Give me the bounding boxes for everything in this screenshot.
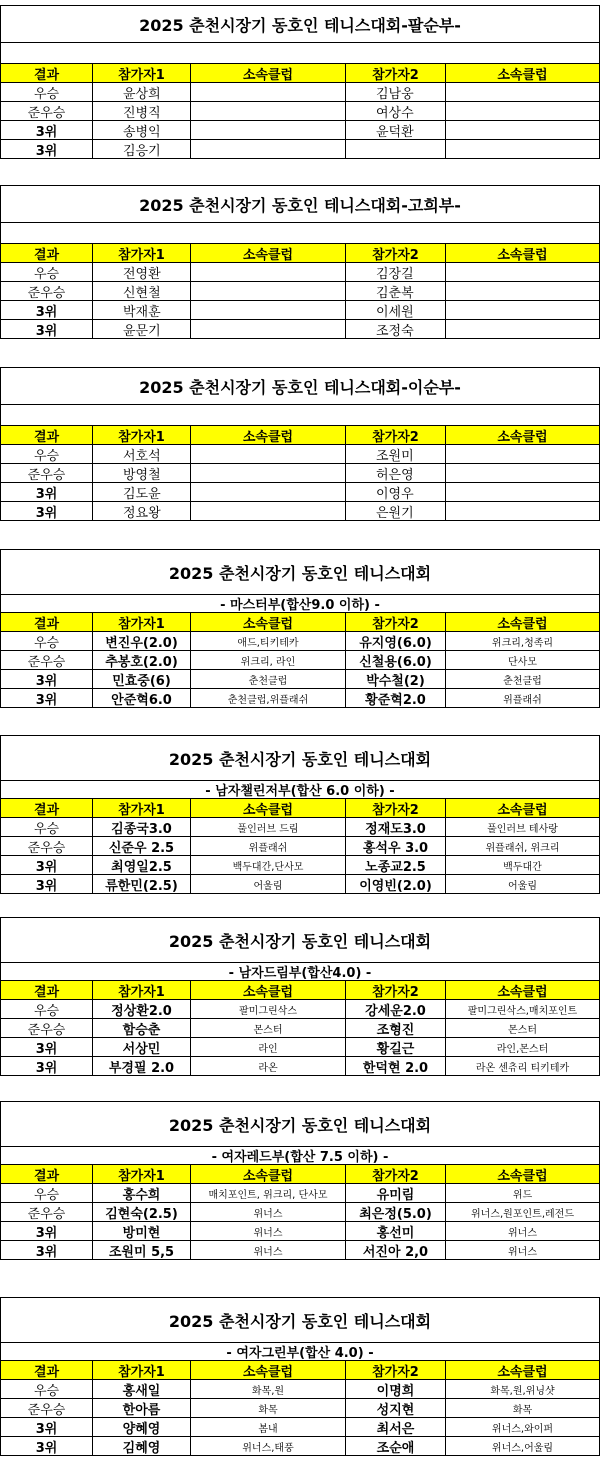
- result-row: [1, 875, 599, 894]
- column-header: 소속클럽: [497, 67, 548, 82]
- club2-cell: 몬스터: [508, 1024, 537, 1036]
- result-cell: 3위: [1, 320, 93, 338]
- club2-cell: 위드: [512, 1189, 533, 1201]
- participant1-cell: 윤상희: [93, 83, 191, 101]
- division-section: [0, 1297, 600, 1456]
- participant2-cell: 이영우: [346, 483, 446, 501]
- column-header: 참가자2: [346, 426, 446, 444]
- column-header: 소속클럽: [191, 799, 346, 817]
- division-subtitle: - 여자레드부(합산 7.5 이하) -: [1, 1147, 599, 1165]
- club2-cell: 위크리,청족리: [491, 637, 554, 649]
- result-cell: 3위: [1, 689, 93, 707]
- participant1-cell: 김도윤: [93, 483, 191, 501]
- participant1-cell: 방미현: [93, 1222, 191, 1240]
- result-cell: 우승: [1, 632, 93, 650]
- participant1-cell: 김응기: [93, 140, 191, 158]
- column-header: 참가자1: [93, 799, 191, 817]
- club1-cell: 위너스: [191, 1203, 346, 1221]
- column-header: 소속클럽: [497, 802, 548, 817]
- club2-cell: 위너스,어울림: [491, 1442, 554, 1454]
- division-section: [0, 735, 600, 894]
- column-header: 결과: [1, 799, 93, 817]
- section-title: 2025 춘천시장기 동호인 테니스대회: [1, 1101, 599, 1147]
- result-row: [1, 689, 599, 708]
- participant2-cell: 성지현: [346, 1399, 446, 1417]
- result-row: [1, 837, 599, 856]
- result-cell: 준우승: [1, 1019, 93, 1037]
- result-row: [1, 320, 599, 339]
- participant1-cell: 민효중(6): [93, 670, 191, 688]
- column-header: 참가자2: [346, 799, 446, 817]
- result-row: [1, 1222, 599, 1241]
- result-cell: 3위: [1, 670, 93, 688]
- club1-cell: 라인: [191, 1038, 346, 1056]
- participant2-cell: 이영빈(2.0): [346, 875, 446, 893]
- club2-cell: 위플래쉬: [503, 694, 542, 706]
- participant2-cell: 조순애: [346, 1437, 446, 1455]
- result-row: [1, 1203, 599, 1222]
- club1-cell: 화목: [191, 1399, 346, 1417]
- club2-cell: [446, 140, 599, 158]
- result-row: [1, 464, 599, 483]
- result-cell: 준우승: [1, 651, 93, 669]
- column-header: 참가자2: [346, 613, 446, 631]
- club2-cell: 단사모: [508, 656, 537, 668]
- participant2-cell: 최은정(5.0): [346, 1203, 446, 1221]
- club1-cell: [191, 445, 346, 463]
- participant1-cell: 방영철: [93, 464, 191, 482]
- club1-cell: [191, 140, 346, 158]
- participant1-cell: 송병익: [93, 121, 191, 139]
- table-header-row: [1, 613, 599, 632]
- club2-cell: 화목,원,위닝샷: [490, 1385, 555, 1397]
- club2-cell: [446, 483, 599, 501]
- result-row: [1, 632, 599, 651]
- table-header-row: [1, 426, 599, 445]
- table-header-row: [1, 1361, 599, 1380]
- section-title: 2025 춘천시장기 동호인 테니스대회: [1, 917, 599, 963]
- participant1-cell: 안준혁6.0: [93, 689, 191, 707]
- result-cell: 우승: [1, 83, 93, 101]
- participant2-cell: 정재도3.0: [346, 818, 446, 836]
- division-section: [0, 549, 600, 708]
- club2-cell: 라온 센츄리 티키테카: [475, 1062, 570, 1074]
- result-row: [1, 1038, 599, 1057]
- participant1-cell: 김종국3.0: [93, 818, 191, 836]
- column-header: 참가자1: [93, 1165, 191, 1183]
- table-header-row: [1, 799, 599, 818]
- participant1-cell: 양혜영: [93, 1418, 191, 1436]
- result-row: [1, 1418, 599, 1437]
- column-header: 소속클럽: [191, 613, 346, 631]
- result-cell: 3위: [1, 856, 93, 874]
- club1-cell: [191, 282, 346, 300]
- club1-cell: 위너스: [191, 1241, 346, 1259]
- column-header: 참가자2: [346, 64, 446, 82]
- club1-cell: 애드,티키테카: [191, 632, 346, 650]
- result-cell: 3위: [1, 1437, 93, 1455]
- participant1-cell: 진병직: [93, 102, 191, 120]
- division-section: [0, 1101, 600, 1260]
- participant2-cell: 홍선미: [346, 1222, 446, 1240]
- column-header: 결과: [1, 426, 93, 444]
- result-cell: 3위: [1, 502, 93, 520]
- club2-cell: [446, 445, 599, 463]
- participant2-cell: [346, 140, 446, 158]
- participant1-cell: 정요왕: [93, 502, 191, 520]
- participant1-cell: 홍새일: [93, 1380, 191, 1398]
- participant2-cell: 김춘복: [346, 282, 446, 300]
- club2-cell: 화목: [512, 1404, 533, 1416]
- division-subtitle: - 마스터부(합산9.0 이하) -: [1, 595, 599, 613]
- club1-cell: 라온: [191, 1057, 346, 1075]
- club1-cell: 매치포인트, 위크리, 단사모: [191, 1184, 346, 1202]
- result-row: [1, 1000, 599, 1019]
- club1-cell: [191, 483, 346, 501]
- result-cell: 준우승: [1, 1203, 93, 1221]
- participant2-cell: 여상수: [346, 102, 446, 120]
- club1-cell: [191, 121, 346, 139]
- club1-cell: 풀인러브 드림: [191, 818, 346, 836]
- column-header: 참가자2: [346, 1165, 446, 1183]
- participant1-cell: 김현숙(2.5): [93, 1203, 191, 1221]
- section-title: 2025 춘천시장기 동호인 테니스대회: [1, 549, 599, 595]
- club2-cell: 어울림: [508, 880, 537, 892]
- participant1-cell: 정상환2.0: [93, 1000, 191, 1018]
- result-cell: 준우승: [1, 464, 93, 482]
- section-title: 2025 춘천시장기 동호인 테니스대회-이순부-: [1, 367, 599, 405]
- column-header: 소속클럽: [191, 981, 346, 999]
- club2-cell: [446, 263, 599, 281]
- section-title: 2025 춘천시장기 동호인 테니스대회-팔순부-: [1, 5, 599, 43]
- result-row: [1, 282, 599, 301]
- result-row: [1, 483, 599, 502]
- club2-cell: 위플래쉬, 위크리: [485, 842, 560, 854]
- column-header: 참가자2: [346, 981, 446, 999]
- result-row: [1, 445, 599, 464]
- club1-cell: 춘천클럽,위플래쉬: [191, 689, 346, 707]
- participant1-cell: 신현철: [93, 282, 191, 300]
- column-header: 결과: [1, 1361, 93, 1379]
- result-row: [1, 1184, 599, 1203]
- club2-cell: [446, 102, 599, 120]
- club2-cell: [446, 121, 599, 139]
- club1-cell: 백두대간,단사모: [191, 856, 346, 874]
- result-row: [1, 83, 599, 102]
- result-cell: 3위: [1, 1241, 93, 1259]
- participant1-cell: 홍수희: [93, 1184, 191, 1202]
- column-header: 참가자2: [346, 244, 446, 262]
- participant2-cell: 은원기: [346, 502, 446, 520]
- result-row: [1, 818, 599, 837]
- participant2-cell: 윤덕환: [346, 121, 446, 139]
- club2-cell: 백두대간: [503, 861, 542, 873]
- participant2-cell: 황준혁2.0: [346, 689, 446, 707]
- participant2-cell: 이명희: [346, 1380, 446, 1398]
- column-header: 결과: [1, 1165, 93, 1183]
- result-cell: 3위: [1, 301, 93, 319]
- club1-cell: 몬스터: [191, 1019, 346, 1037]
- result-cell: 준우승: [1, 837, 93, 855]
- result-cell: 3위: [1, 1038, 93, 1056]
- result-row: [1, 301, 599, 320]
- participant2-cell: 노종교2.5: [346, 856, 446, 874]
- column-header: 결과: [1, 64, 93, 82]
- section-title: 2025 춘천시장기 동호인 테니스대회: [1, 735, 599, 781]
- participant2-cell: 최서은: [346, 1418, 446, 1436]
- club2-cell: [446, 301, 599, 319]
- club2-cell: [446, 320, 599, 338]
- club2-cell: [446, 83, 599, 101]
- participant1-cell: 서호석: [93, 445, 191, 463]
- column-header: 결과: [1, 244, 93, 262]
- participant2-cell: 허은영: [346, 464, 446, 482]
- participant2-cell: 신철용(6.0): [346, 651, 446, 669]
- division-section: [0, 185, 600, 339]
- participant1-cell: 김혜영: [93, 1437, 191, 1455]
- club1-cell: 위너스: [191, 1222, 346, 1240]
- participant1-cell: 함승춘: [93, 1019, 191, 1037]
- result-cell: 우승: [1, 1380, 93, 1398]
- club1-cell: [191, 102, 346, 120]
- result-cell: 3위: [1, 140, 93, 158]
- division-section: [0, 5, 600, 159]
- column-header: 소속클럽: [191, 64, 346, 82]
- result-row: [1, 1057, 599, 1076]
- club1-cell: [191, 263, 346, 281]
- result-row: [1, 140, 599, 159]
- club1-cell: [191, 301, 346, 319]
- result-cell: 우승: [1, 1184, 93, 1202]
- result-cell: 3위: [1, 1222, 93, 1240]
- division-subtitle: - 남자드림부(합산4.0) -: [1, 963, 599, 981]
- column-header: 참가자1: [93, 981, 191, 999]
- column-header: 참가자2: [346, 1361, 446, 1379]
- blank-row: [1, 405, 599, 426]
- result-row: [1, 1380, 599, 1399]
- result-cell: 우승: [1, 445, 93, 463]
- club1-cell: 위플래쉬: [191, 837, 346, 855]
- column-header: 소속클럽: [191, 1165, 346, 1183]
- section-title: 2025 춘천시장기 동호인 테니스대회: [1, 1297, 599, 1343]
- result-row: [1, 1399, 599, 1418]
- section-title: 2025 춘천시장기 동호인 테니스대회-고희부-: [1, 185, 599, 223]
- club2-cell: 위너스,와이퍼: [491, 1423, 554, 1435]
- column-header: 소속클럽: [497, 1168, 548, 1183]
- result-cell: 3위: [1, 1057, 93, 1075]
- result-cell: 3위: [1, 121, 93, 139]
- participant1-cell: 변진우(2.0): [93, 632, 191, 650]
- table-header-row: [1, 244, 599, 263]
- column-header: 결과: [1, 613, 93, 631]
- club2-cell: [446, 282, 599, 300]
- club2-cell: 팔미그린삭스,매치포인트: [467, 1005, 578, 1017]
- column-header: 소속클럽: [191, 1361, 346, 1379]
- column-header: 참가자1: [93, 613, 191, 631]
- column-header: 소속클럽: [191, 426, 346, 444]
- participant1-cell: 류한민(2.5): [93, 875, 191, 893]
- column-header: 소속클럽: [497, 616, 548, 631]
- table-header-row: [1, 1165, 599, 1184]
- participant2-cell: 박수철(2): [346, 670, 446, 688]
- club1-cell: 팔미그린삭스: [191, 1000, 346, 1018]
- column-header: 결과: [1, 981, 93, 999]
- participant1-cell: 윤문기: [93, 320, 191, 338]
- participant1-cell: 신준우 2.5: [93, 837, 191, 855]
- column-header: 소속클럽: [497, 1364, 548, 1379]
- result-cell: 우승: [1, 1000, 93, 1018]
- division-subtitle: - 남자챌린저부(합산 6.0 이하) -: [1, 781, 599, 799]
- result-cell: 준우승: [1, 102, 93, 120]
- column-header: 참가자1: [93, 426, 191, 444]
- column-header: 소속클럽: [497, 247, 548, 262]
- club2-cell: [446, 464, 599, 482]
- result-row: [1, 651, 599, 670]
- club2-cell: 춘천클럽: [503, 675, 542, 687]
- club1-cell: 어울림: [191, 875, 346, 893]
- table-header-row: [1, 64, 599, 83]
- participant2-cell: 이세원: [346, 301, 446, 319]
- result-cell: 우승: [1, 818, 93, 836]
- column-header: 참가자1: [93, 244, 191, 262]
- result-cell: 3위: [1, 875, 93, 893]
- result-row: [1, 856, 599, 875]
- club2-cell: 위너스,원포인트,레전드: [471, 1208, 574, 1220]
- club1-cell: 화목,원: [191, 1380, 346, 1398]
- club1-cell: [191, 464, 346, 482]
- participant2-cell: 황길근: [346, 1038, 446, 1056]
- participant2-cell: 조정숙: [346, 320, 446, 338]
- club1-cell: 봄내: [191, 1418, 346, 1436]
- column-header: 소속클럽: [497, 429, 548, 444]
- club1-cell: 위너스,태풍: [191, 1437, 346, 1455]
- participant1-cell: 박재훈: [93, 301, 191, 319]
- result-row: [1, 121, 599, 140]
- participant2-cell: 강세운2.0: [346, 1000, 446, 1018]
- club2-cell: 위너스: [508, 1246, 537, 1258]
- participant2-cell: 김장길: [346, 263, 446, 281]
- participant2-cell: 홍석우 3.0: [346, 837, 446, 855]
- participant2-cell: 유미림: [346, 1184, 446, 1202]
- result-row: [1, 102, 599, 121]
- result-row: [1, 263, 599, 282]
- club2-cell: 라인,몬스터: [496, 1043, 549, 1055]
- club1-cell: 춘천클럽: [191, 670, 346, 688]
- participant1-cell: 전영환: [93, 263, 191, 281]
- participant2-cell: 김남웅: [346, 83, 446, 101]
- club1-cell: [191, 320, 346, 338]
- club2-cell: 위너스: [508, 1227, 537, 1239]
- result-cell: 준우승: [1, 282, 93, 300]
- participant1-cell: 서상민: [93, 1038, 191, 1056]
- division-section: [0, 367, 600, 521]
- column-header: 소속클럽: [497, 984, 548, 999]
- club2-cell: [446, 502, 599, 520]
- participant2-cell: 서진아 2,0: [346, 1241, 446, 1259]
- result-cell: 우승: [1, 263, 93, 281]
- participant2-cell: 유지영(6.0): [346, 632, 446, 650]
- result-cell: 3위: [1, 483, 93, 501]
- participant1-cell: 부경필 2.0: [93, 1057, 191, 1075]
- club1-cell: 위크리, 라인: [191, 651, 346, 669]
- participant2-cell: 조형진: [346, 1019, 446, 1037]
- club2-cell: 풀인러브 테사랑: [487, 823, 558, 835]
- participant2-cell: 조원미: [346, 445, 446, 463]
- result-row: [1, 1241, 599, 1260]
- result-row: [1, 1437, 599, 1456]
- participant1-cell: 추봉호(2.0): [93, 651, 191, 669]
- division-subtitle: - 여자그린부(합산 4.0) -: [1, 1343, 599, 1361]
- participant1-cell: 한아름: [93, 1399, 191, 1417]
- club1-cell: [191, 502, 346, 520]
- result-cell: 준우승: [1, 1399, 93, 1417]
- result-cell: 3위: [1, 1418, 93, 1436]
- club1-cell: [191, 83, 346, 101]
- column-header: 참가자1: [93, 64, 191, 82]
- division-section: [0, 917, 600, 1076]
- result-row: [1, 502, 599, 521]
- result-row: [1, 670, 599, 689]
- participant2-cell: 한덕현 2.0: [346, 1057, 446, 1075]
- blank-row: [1, 43, 599, 64]
- column-header: 소속클럽: [191, 244, 346, 262]
- column-header: 참가자1: [93, 1361, 191, 1379]
- table-header-row: [1, 981, 599, 1000]
- result-row: [1, 1019, 599, 1038]
- participant1-cell: 최영일2.5: [93, 856, 191, 874]
- participant1-cell: 조원미 5,5: [93, 1241, 191, 1259]
- blank-row: [1, 223, 599, 244]
